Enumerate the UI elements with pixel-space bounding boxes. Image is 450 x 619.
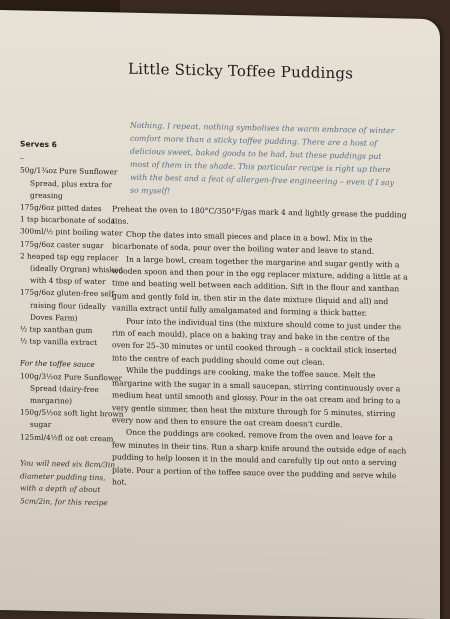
ingredient-item: 175g/6oz gluten-free self-raising flour (ideally Doves Farm) — [20, 287, 117, 323]
ingredient-item: 175g/6oz caster sugar — [20, 239, 104, 250]
method-step: While the puddings are cooking, make the toffee sauce. Melt the margarine with the sugar in a small saucepan, stirring continuously over a medium heat until smooth and glossy. Pour in the oat cream and bring to a very gentle simmer, then heat the mixture through for 5 minutes, stirring every now and then to ensure the oat cream doesn't curdle. — [112, 365, 401, 430]
ingredient-item: 1 tsp bicarbonate of soda — [20, 214, 116, 226]
equipment-note: You will need six 8cm/3in diameter pudding tins, with a depth of about 5cm/2in, for this recipe — [20, 458, 115, 508]
ingredient-item: 175g/6oz pitted dates — [20, 202, 102, 214]
ingredient-item: 2 heaped tsp egg replacer (ideally Orgran) whisked with 4 tbsp of water — [20, 251, 124, 287]
ingredient-list — [20, 165, 124, 350]
serves-label: Serves 6 — [20, 139, 57, 150]
method-step: Chop the dates into small pieces and place in a bowl. Mix in the bicarbonate of soda, pour over the boiling water and leave to stand. — [112, 229, 375, 257]
ingredient-item: ½ tsp vanilla extract — [20, 336, 98, 348]
method-text — [112, 203, 408, 495]
recipe-intro: Nothing, I repeat, nothing symbolises the warm embrace of winter comfort more than a sticky toffee pudding. There are a host of delicious sweet, baked goods to be had, but these puddings put most of them in the shade. This particular recipe is right up there with the best and a feat of allergen-free engineering – even if I say so myself! — [130, 120, 395, 196]
sauce-ingredient-item: 100g/3½oz Pure Sunflower Spread (dairy-free margarine) — [20, 371, 123, 406]
ingredients-column — [20, 138, 124, 510]
serves-dash: – — [20, 153, 24, 163]
sauce-heading: For the toffee sauce — [20, 358, 95, 370]
sauce-ingredient-list — [20, 370, 124, 445]
recipe-title: Little Sticky Toffee Puddings — [128, 59, 354, 83]
method-step: Pour into the individual tins (the mixture should come to just under the rim of each mould), place on a baking tray and bake in the centre of the oven for 25–30 minutes or until cooked through – a cocktail stick inserted into the centre of each pudding should come out clean. — [112, 316, 401, 367]
ingredient-item: ½ tsp xanthan gum — [20, 324, 93, 335]
method-step: Preheat the oven to 180°C/350°F/gas mark 4 and lightly grease the pudding tins. — [112, 204, 407, 227]
sauce-ingredient-item: 125ml/4½fl oz oat cream — [20, 432, 114, 444]
method-step: Once the puddings are cooked, remove from the oven and leave for a few minutes in their tins. Run a sharp knife around the outside edge of each pudding to help loosen it in the mould and carefully tip out onto a serving plate. Pour a portion of the toffee sauce over the pudding and serve while hot. — [112, 427, 407, 487]
book-page — [0, 10, 440, 619]
method-step: In a large bowl, cream together the margarine and sugar gently with a wooden spoon and then pour in the egg replacer mixture, adding a little at a time and beating well between each addition. Sift in the flour and xanthan gum and gently fold in, then stir in the date mixture (liquid and all) and vanilla extract until fully amalgamated and forming a thick batter. — [112, 254, 408, 318]
ingredient-item: 300ml/½ pint boiling water — [20, 226, 123, 238]
ingredient-item: 50g/1¾oz Pure Sunflower Spread, plus extra for greasing — [20, 165, 118, 201]
sauce-ingredient-item: 150g/5½oz soft light brown sugar — [20, 407, 124, 430]
